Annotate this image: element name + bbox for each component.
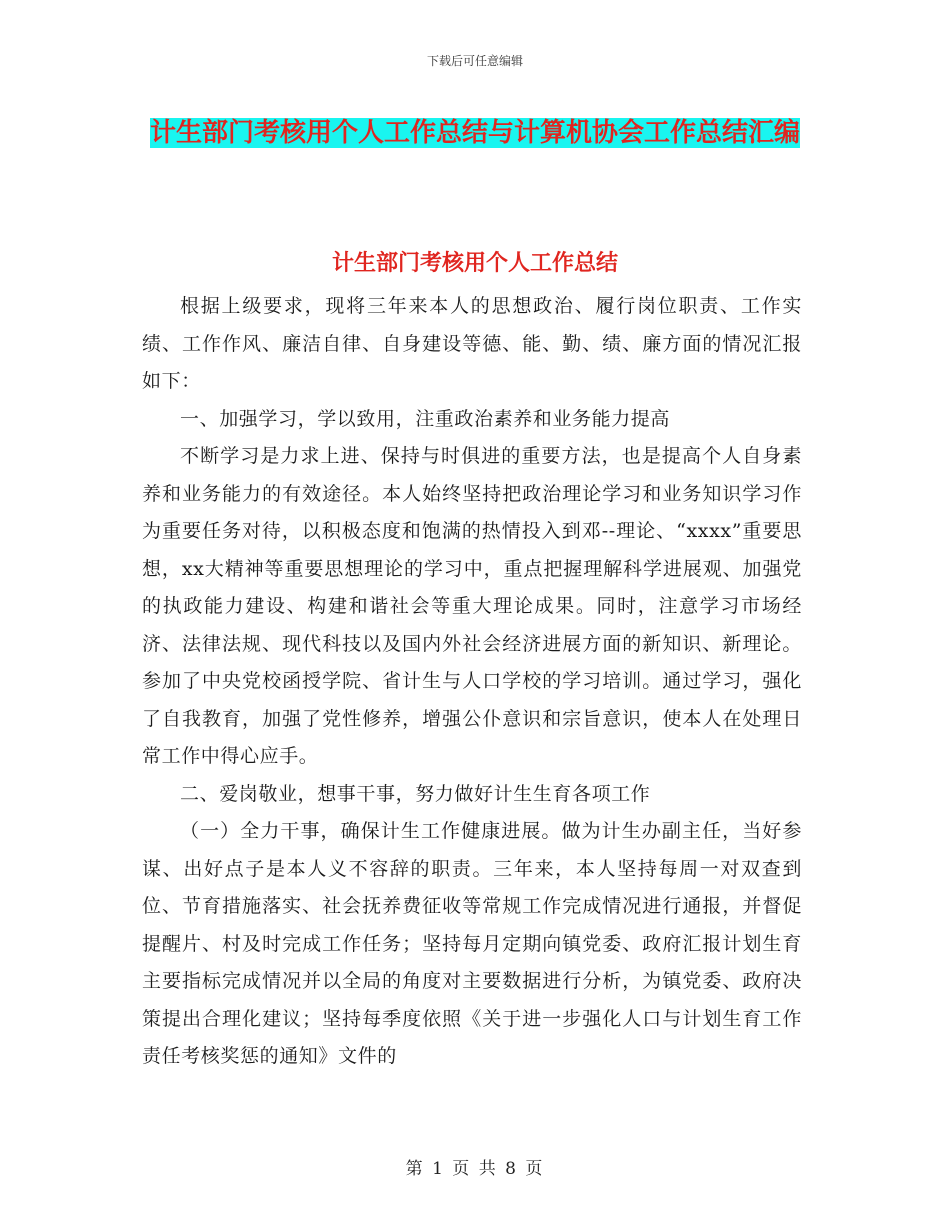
heading-paragraph: 一、加强学习，学以致用，注重政治素养和业务能力提高 <box>180 407 671 430</box>
section-title: 计生部门考核用个人工作总结 <box>331 250 618 276</box>
paragraph: 根据上级要求，现将三年来本人的思想政治、履行岗位职责、工作实绩、工作作风、廉洁自律、自身建设等德、能、勤、绩、廉方面的情况汇报如下： <box>142 295 802 392</box>
page-header-note: 下载后可任意编辑 <box>426 54 523 68</box>
paragraph: （一）全力干事，确保计生工作健康进展。做为计生办副主任，当好参谋、出好点子是本人义不容辞的职责。三年来，本人坚持每周一对双查到位、节育措施落实、社会抚养费征收等常规工作完成情况进行通报，并督促提醒片、村及时完成工作任务；坚持每月定期向镇党委、政府汇报计划生育主要指标完成情况并以全局的角度对主要数据进行分析，为镇党委、政府决策提出合理化建议；坚持每季度依照《关于进一步强化人口与计划生育工作责任考核奖惩的通知》文件的 <box>142 820 802 1067</box>
document-title <box>150 110 800 156</box>
paragraph: 不断学习是力求上进、保持与时俱进的重要方法，也是提高个人自身素养和业务能力的有效途径。本人始终坚持把政治理论学习和业务知识学习作为重要任务对待，以积极态度和饱满的热情投入到邓--理论、“xxxx”重要思想，xx大精神等重要思想理论的学习中，重点把握理解科学进展观、加强党的执政能力建设、构建和谐社会等重大理论成果。同时，注意学习市场经济、法律法规、现代科技以及国内外社会经济进展方面的新知识、新理论。参加了中央党校函授学院、省计生与人口学校的学习培训。通过学习，强化了自我教育，加强了党性修养，增强公仆意识和宗旨意识，使本人在处理日常工作中得心应手。 <box>142 445 802 767</box>
document-title-text: 计生部门考核用个人工作总结与计算机协会工作总结汇编 <box>150 118 801 148</box>
heading-paragraph: 二、爱岗敬业，想事干事，努力做好计生生育各项工作 <box>180 782 651 805</box>
page-footer: 第 1 页 共 8 页 <box>405 1159 545 1179</box>
document-body <box>142 288 802 1076</box>
